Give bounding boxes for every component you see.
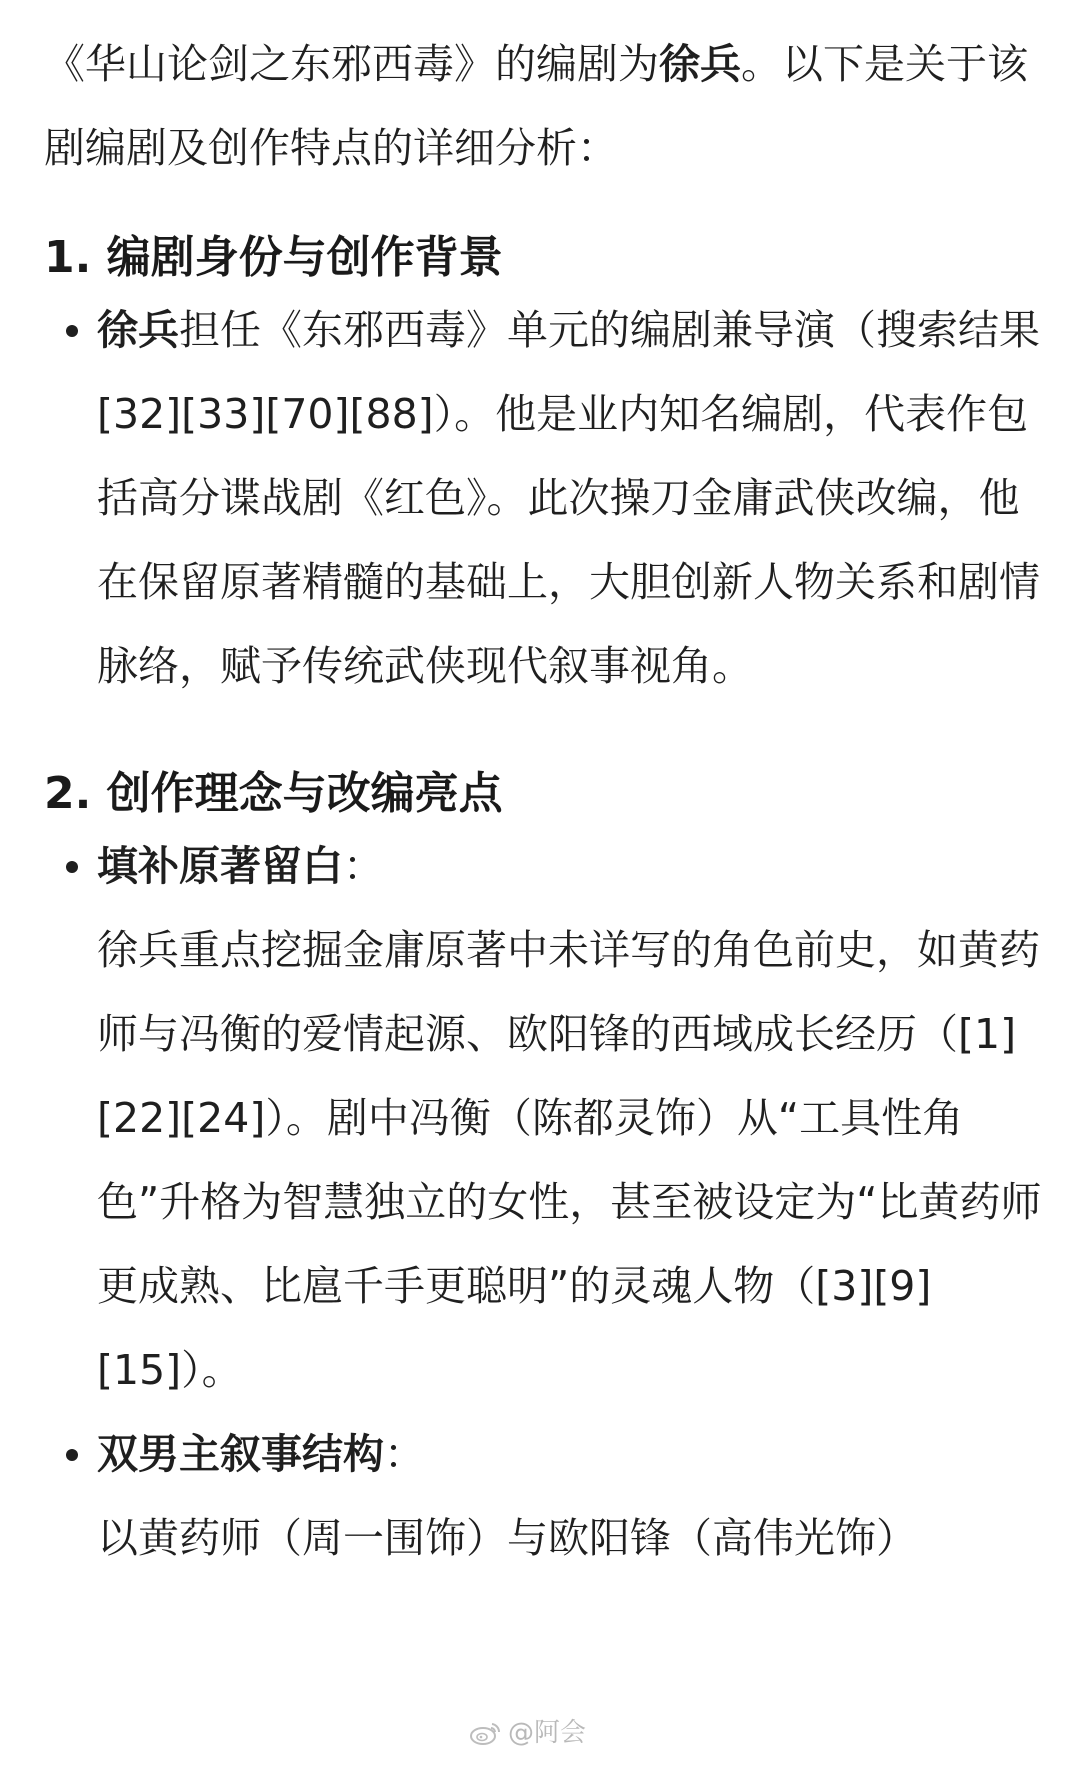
bullet-text: 徐兵重点挖掘金庸原著中未详写的角色前史，如黄药师与冯衡的爱情起源、欧阳锋的西域成长经历（[1][22][24]）。剧中冯衡（陈都灵饰）从“工具性角色”升格为智慧独立的女性，甚至被设定为“比黄药师更成熟、比扈千手更聪明”的灵魂人物（[3][9][15]）。 — [97, 926, 1042, 1394]
watermark-username: @阿会 — [508, 1718, 587, 1748]
intro-writer-name: 徐兵 — [659, 40, 741, 88]
bullet-text: 担任《东邪西毒》单元的编剧兼导演（搜索结果[32][33][70][88]）。他是业内知名编剧，代表作包括高分谍战剧《红色》。此次操刀金庸武侠改编，他在保留原著精髓的基础上，大胆创新人物关系和剧情脉络，赋予传统武侠现代叙事视角。 — [97, 306, 1040, 690]
weibo-icon — [468, 1719, 502, 1747]
intro-text-1: 《华山论剑之东邪西毒》的编剧为 — [44, 40, 659, 88]
bullet-dot-icon — [66, 325, 78, 337]
section-1-heading: 1. 编剧身份与创作背景 — [44, 232, 503, 283]
intro-paragraph — [44, 22, 1044, 190]
bullet-dot-icon — [66, 861, 78, 873]
bullet-text: 以黄药师（周一围饰）与欧阳锋（高伟光饰） — [97, 1514, 917, 1562]
list-item — [44, 1412, 1044, 1580]
weibo-watermark — [468, 1716, 586, 1750]
bullet-strong-text: 双男主叙事结构 — [97, 1430, 384, 1478]
section-2-list — [44, 824, 1044, 1412]
intro-text-2: 。以下是关于该剧编剧及创作特点的详细分析： — [44, 40, 1028, 172]
bullet-dot-icon — [66, 1449, 78, 1461]
list-item — [44, 288, 1044, 708]
section-1-list — [44, 288, 1044, 708]
list-item — [44, 824, 1044, 1412]
bullet-colon: ： — [343, 842, 384, 890]
section-2-heading: 2. 创作理念与改编亮点 — [44, 768, 503, 819]
article-content — [44, 22, 1044, 1580]
bullet-strong-text: 填补原著留白 — [97, 842, 343, 890]
section-2-list-continued — [44, 1412, 1044, 1580]
bullet-colon: ： — [384, 1430, 425, 1478]
bullet-strong-text: 徐兵 — [97, 306, 179, 354]
